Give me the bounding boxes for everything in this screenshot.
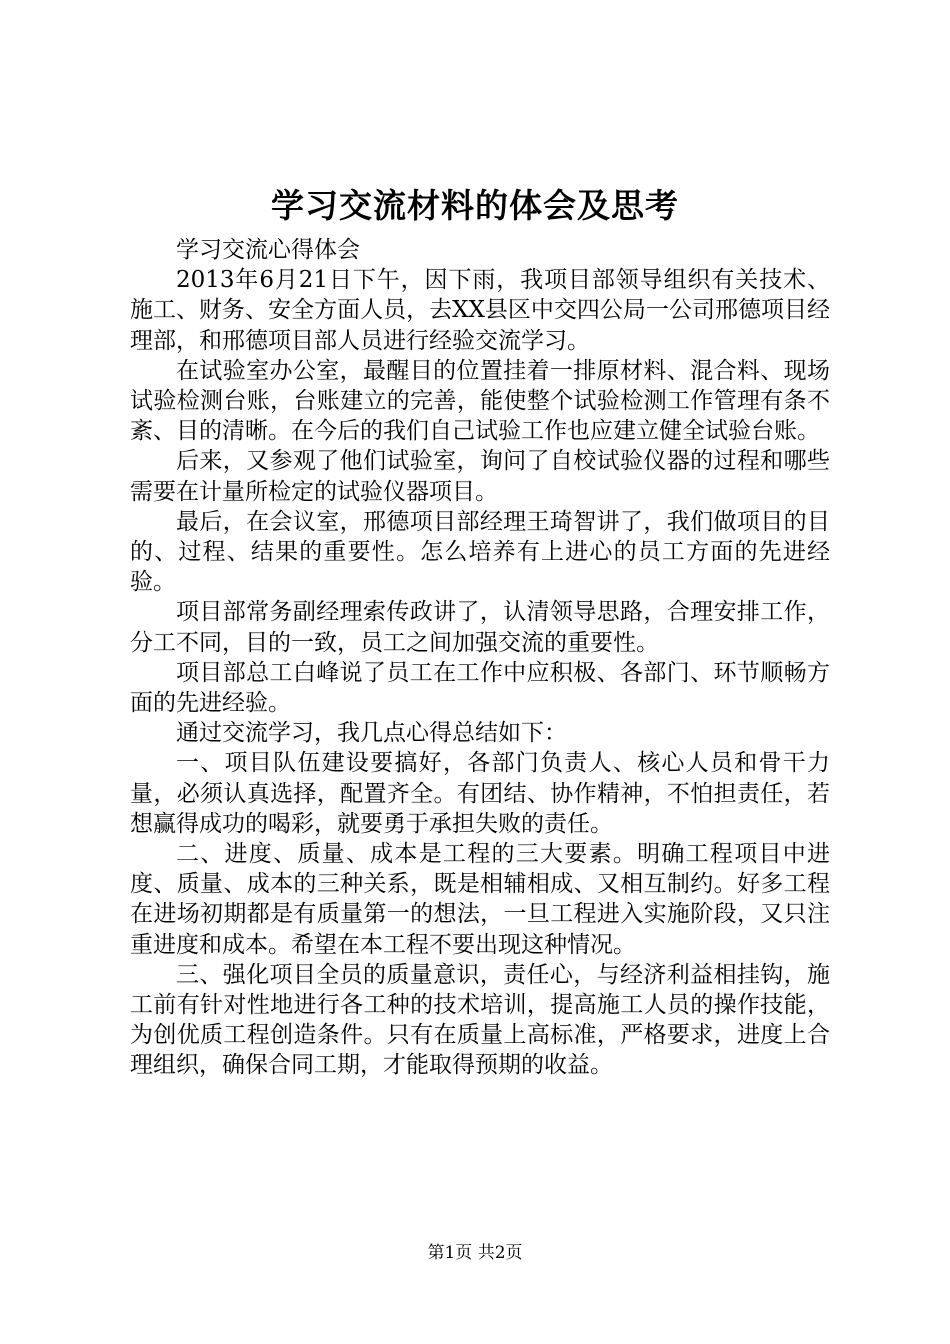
paragraph: 后来，又参观了他们试验室，询问了自校试验仪器的过程和哪些需要在计量所检定的试验仪器项目。 [130, 448, 830, 505]
paragraph: 项目部常务副经理索传政讲了，认清领导思路，合理安排工作，分工不同，目的一致，员工之间加强交流的重要性。 [130, 599, 830, 656]
paragraph: 在试验室办公室，最醒目的位置挂着一排原材料、混合料、现场试验检测台账，台账建立的完善，能使整个试验检测工作管理有条不紊、目的清晰。在今后的我们自己试验工作也应建立健全试验台账。 [130, 357, 830, 445]
paragraph: 二、进度、质量、成本是工程的三大要素。明确工程项目中进度、质量、成本的三种关系，既是相辅相成、又相互制约。好多工程在进场初期都是有质量第一的想法，一旦工程进入实施阶段，又只注重进度和成本。希望在本工程不要出现这种情况。 [130, 841, 830, 958]
document-title: 学习交流材料的体会及思考 [271, 186, 679, 225]
paragraph: 通过交流学习，我几点心得总结如下： [176, 720, 567, 747]
paragraph: 最后，在会议室，邢德项目部经理王琦智讲了，我们做项目的目的、过程、结果的重要性。怎么培养有上进心的员工方面的先进经验。 [130, 508, 830, 596]
page-number-footer: 第1页 共2页 [427, 1243, 523, 1263]
paragraph: 一、项目队伍建设要搞好，各部门负责人、核心人员和骨干力量，必须认真选择，配置齐全。有团结、协作精神，不怕担责任，若想赢得成功的喝彩，就要勇于承担失败的责任。 [130, 750, 830, 837]
paragraph-heading: 学习交流心得体会 [176, 237, 360, 263]
paragraph: 项目部总工白峰说了员工在工作中应积极、各部门、环节顺畅方面的先进经验。 [130, 659, 830, 717]
paragraph: 2013年6月21日下午，因下雨，我项目部领导组织有关技术、施工、财务、安全方面人员，去XX县区中交四公局一公司邢德项目经理部，和邢德项目部人员进行经验交流学习。 [130, 267, 830, 354]
paragraph: 三、强化项目全员的质量意识，责任心，与经济利益相挂钩，施工前有针对性地进行各工种的技术培训，提高施工人员的操作技能，为创优质工程创造条件。只有在质量上高标准，严格要求，进度上合理组织，确保合同工期，才能取得预期的收益。 [130, 961, 830, 1079]
document-body [130, 235, 830, 1081]
